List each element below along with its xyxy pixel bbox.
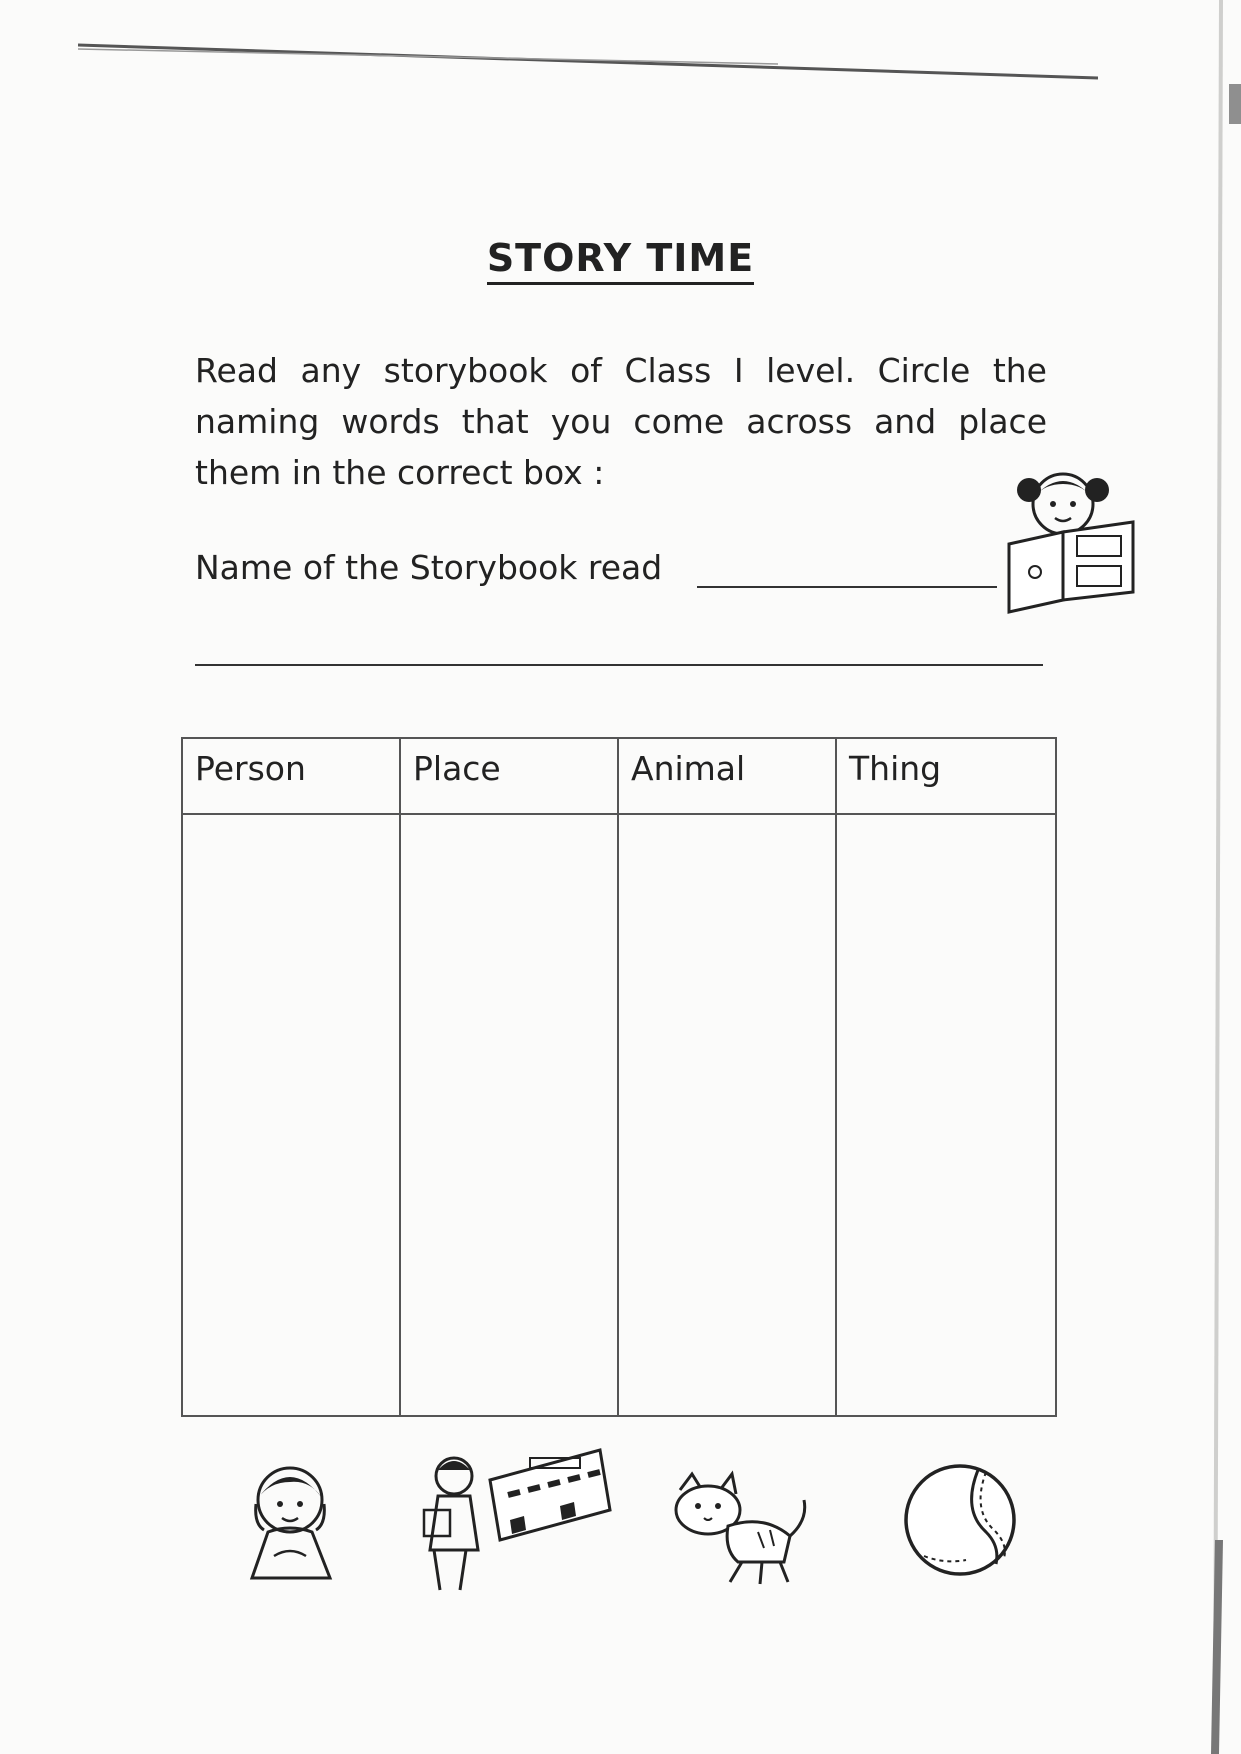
title-text: STORY TIME	[487, 236, 754, 285]
storybook-name-field-line2[interactable]	[195, 664, 1043, 666]
column-header-place: Place	[401, 739, 617, 815]
column-header-animal: Animal	[619, 739, 835, 815]
column-thing[interactable]	[837, 739, 1055, 1415]
school-icon	[420, 1440, 620, 1600]
column-header-thing: Thing	[837, 739, 1055, 815]
illustration-row	[0, 1440, 1241, 1600]
instructions-text: Read any storybook of Class I level. Circle the naming words that you come across and place them in the correct box :	[195, 351, 1047, 492]
column-header-person: Person	[183, 739, 399, 815]
cat-icon	[668, 1470, 818, 1590]
storybook-name-label: Name of the Storybook read	[195, 548, 663, 587]
reading-girl-icon	[1005, 462, 1145, 617]
girl-icon	[240, 1460, 350, 1590]
column-person[interactable]	[183, 739, 401, 1415]
page-title	[0, 236, 1241, 280]
column-animal[interactable]	[619, 739, 837, 1415]
ball-icon	[900, 1460, 1020, 1580]
column-place[interactable]	[401, 739, 619, 1415]
storybook-name-field[interactable]	[697, 586, 997, 588]
naming-words-table	[181, 737, 1057, 1417]
top-rule	[78, 40, 1098, 84]
